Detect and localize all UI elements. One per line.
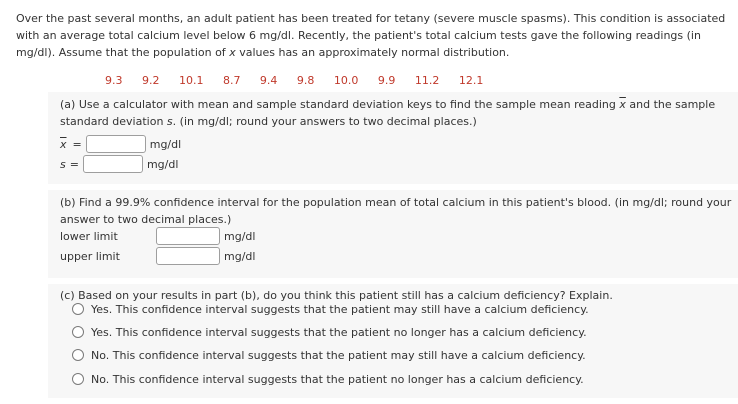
part-a-question: (a) Use a calculator with mean and sample standard deviation keys to find the sample mean reading $\overline{x}$ and the sample standard deviation s. (in mg/dl; round your answers to two decimal places.) — [60, 98, 716, 128]
calcium-readings: 9.3 9.2 10.1 8.7 9.4 9.8 10.0 9.9 11.2 12.1 — [105, 74, 484, 87]
sample-mean-row — [60, 134, 181, 154]
equals-sign: = — [72, 137, 82, 151]
radio-button[interactable] — [72, 326, 84, 338]
option-label: Yes. This confidence interval suggests that the patient may still have a calcium deficiency. — [91, 302, 589, 316]
radio-button[interactable] — [72, 373, 84, 385]
s-symbol: s — [166, 115, 173, 128]
option-no-no-longer[interactable] — [72, 370, 584, 388]
part-b-section — [48, 190, 738, 278]
option-label: Yes. This confidence interval suggests that the patient no longer has a calcium deficiency. — [91, 325, 587, 339]
radio-button[interactable] — [72, 349, 84, 361]
part-a-section — [48, 92, 738, 184]
radio-button[interactable] — [72, 303, 84, 315]
sample-mean-input[interactable] — [86, 135, 146, 153]
sample-mean-label: $\overline{x}$ — [60, 137, 67, 151]
xbar-symbol: $\overline{x}$ — [619, 98, 626, 111]
part-c-section — [48, 284, 738, 398]
intro-text-1: Over the past several months, an adult patient has been treated for tetany (severe muscle spasms). This condition is associated with an average total calcium level below 6 mg/dl. Recently, the patient's total calcium tests gave the following readings (in mg/dl). Assume that the population of — [16, 12, 726, 59]
option-yes-no-longer[interactable] — [72, 323, 587, 341]
equals-sign: = — [69, 157, 79, 171]
upper-limit-input[interactable] — [156, 247, 220, 265]
intro-variable: x — [229, 46, 236, 59]
option-no-may-still[interactable] — [72, 346, 586, 364]
upper-limit-unit: mg/dl — [224, 249, 256, 263]
option-label: No. This confidence interval suggests that the patient may still have a calcium deficiency. — [91, 348, 586, 362]
sample-sd-unit: mg/dl — [146, 157, 179, 171]
sample-sd-input[interactable] — [83, 155, 143, 173]
lower-limit-row — [60, 226, 255, 246]
upper-limit-row — [60, 246, 255, 266]
part-b-question: (b) Find a 99.9% confidence interval for the population mean of total calcium in this patient's blood. (in mg/dl; round your answer to two decimal places.) — [60, 196, 732, 226]
option-label: No. This confidence interval suggests that the patient no longer has a calcium deficiency. — [91, 372, 584, 386]
lower-limit-label: lower limit — [60, 229, 118, 243]
problem-statement — [16, 10, 734, 61]
lower-limit-input[interactable] — [156, 227, 220, 245]
sample-sd-row — [60, 154, 178, 174]
lower-limit-unit: mg/dl — [224, 229, 256, 243]
upper-limit-label: upper limit — [60, 249, 120, 263]
intro-text-2: values has an approximately normal distribution. — [235, 46, 510, 59]
option-yes-may-still[interactable] — [72, 300, 589, 318]
sample-mean-unit: mg/dl — [149, 137, 182, 151]
sample-sd-label: s — [60, 157, 66, 171]
part-c-question: (c) Based on your results in part (b), do you think this patient still has a calcium deficiency? Explain. — [60, 289, 613, 302]
